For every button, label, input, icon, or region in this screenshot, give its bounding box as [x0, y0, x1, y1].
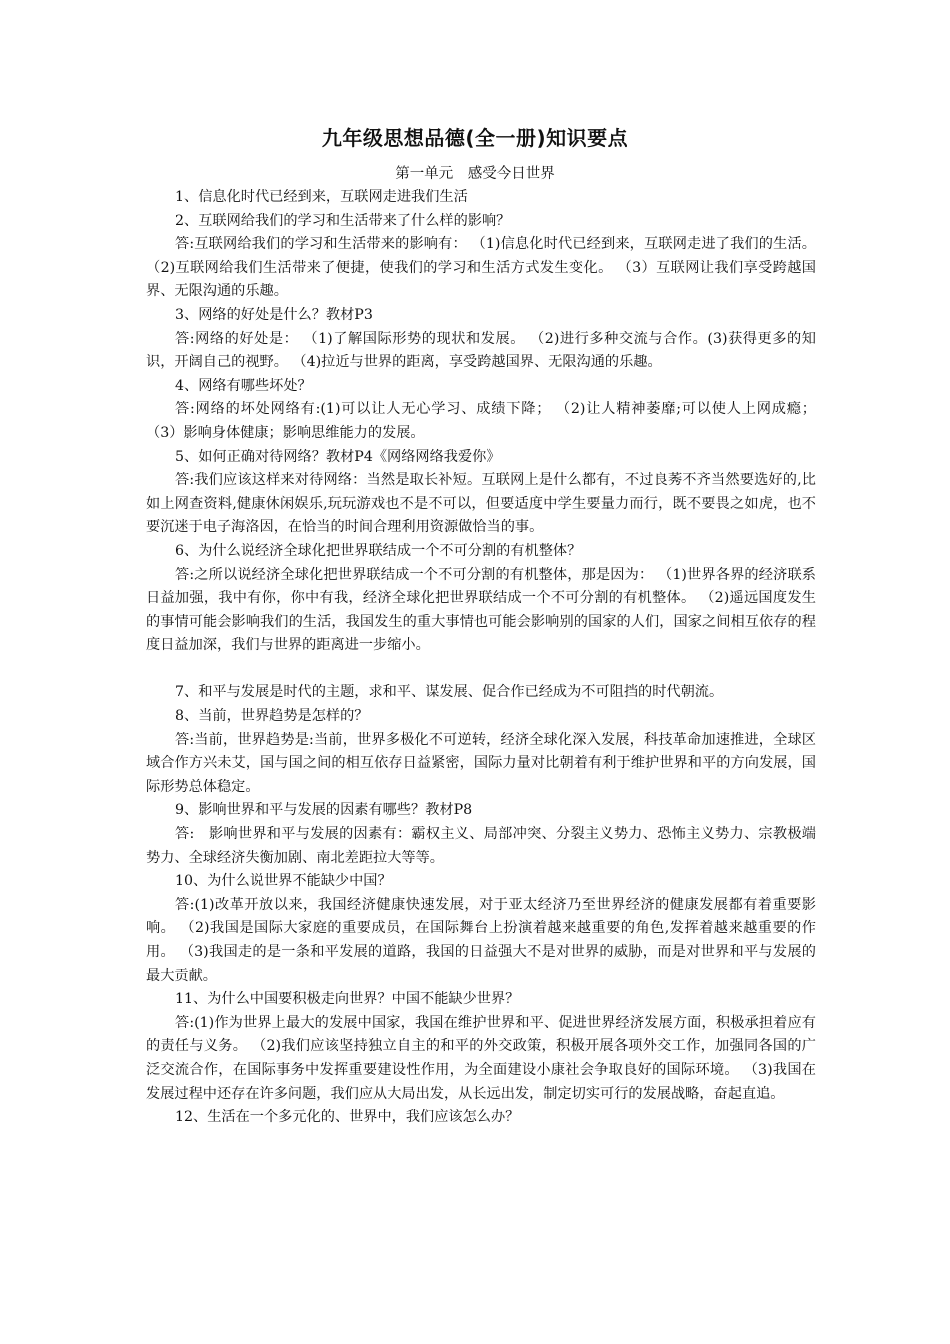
question-item: 4、网络有哪些坏处？ [175, 377, 312, 394]
question-item: 10、为什么说世界不能缺少中国？ [175, 873, 392, 890]
question-item: 9、影响世界和平与发展的因素有哪些？教材P8 [175, 802, 473, 819]
question-item: 3、网络的好处是什么？教材P3 [175, 306, 373, 323]
blank-line [146, 658, 816, 682]
answer-paragraph: 答: 影响世界和平与发展的因素有：霸权主义、局部冲突、分裂主义势力、恐怖主义势力、宗教极端势力、全球经济失衡加剧、南北差距拉大等等。 [146, 826, 816, 866]
document-title: 九年级思想品德(全一册)知识要点 [321, 126, 629, 150]
answer-paragraph: 答:(1)作为世界上最大的发展中国家，我国在维护世界和平、促进世界经济发展方面，积极承担着应有的责任与义务。 （2)我们应该坚持独立自主的和平的外交政策，积极开展各项外交工作，加强同各国的广泛交流合作，在国际事务中发挥重要建设性作用，为全面建设小康社会争取良好的国际环境。 （3)我国在发展过程中还存在许多问题，我们应从大局出发，从长远出发，制定切实可行的发展战略，奋起直追。 [146, 1014, 816, 1102]
question-item: 6、为什么说经济全球化把世界联结成一个不可分割的有机整体？ [175, 542, 582, 559]
document-body [146, 186, 816, 1130]
question-item: 1、信息化时代已经到来，互联网走进我们生活 [175, 189, 468, 205]
question-item: 12、生活在一个多元化的、世界中，我们应该怎么办？ [175, 1109, 520, 1126]
answer-paragraph: 答:之所以说经济全球化把世界联结成一个不可分割的有机整体，那是因为： （1)世界各界的经济联系日益加强，我中有你，你中有我，经济全球化把世界联结成一个不可分割的有机整体。 （2)遥远国度发生的事情可能会影响我们的生活，我国发生的重大事情也可能会影响别的国家的人们，国家之间相互依存的程度日益加深，我们与世界的距离进一步缩小。 [146, 566, 816, 654]
answer-paragraph: 答:我们应该这样来对待网络：当然是取长补短。互联网上是什么都有，不过良莠不齐当然要选好的,比如上网查资料,健康休闲娱乐,玩玩游戏也不是不可以，但要适度中学生要量力而行，既不要畏之如虎，也不要沉迷于电子海洛因，在恰当的时间合理利用资源做恰当的事。 [146, 472, 816, 536]
question-item: 8、当前，世界趋势是怎样的？ [175, 708, 369, 725]
question-item: 11、为什么中国要积极走向世界？中国不能缺少世界？ [175, 991, 520, 1008]
unit-heading: 第一单元 感受今日世界 [395, 166, 555, 182]
answer-paragraph: 答:当前，世界趋势是:当前，世界多极化不可逆转，经济全球化深入发展，科技革命加速推进，全球区域合作方兴未艾，国与国之间的相互依存日益紧密，国际力量对比朝着有利于维护世界和平的方向发展，国际形势总体稳定。 [146, 731, 816, 795]
question-item: 2、互联网给我们的学习和生活带来了什么样的影响？ [175, 212, 511, 229]
answer-paragraph: 答:网络的好处是： （1)了解国际形势的现状和发展。 （2)进行多种交流与合作。(3)获得更多的知识，开阔自己的视野。 （4)拉近与世界的距离，享受跨越国界、无限沟通的乐趣。 [146, 330, 816, 371]
answer-paragraph: 答:网络的坏处网络有:(1)可以让人无心学习、成绩下降； （2)让人精神萎靡;可以使人上网成瘾； （3）影响身体健康；影响思维能力的发展。 [146, 401, 816, 441]
question-item: 7、和平与发展是时代的主题，求和平、谋发展、促合作已经成为不可阻挡的时代朝流。 [175, 684, 724, 701]
answer-paragraph: 答:(1)改革开放以来，我国经济健康快速发展，对于亚太经济乃至世界经济的健康发展都有着重要影响。 （2)我国是国际大家庭的重要成员，在国际舞台上扮演着越来越重要的角色,发挥着越来越重要的作用。 （3)我国走的是一条和平发展的道路，我国的日益强大不是对世界的威胁，而是对世界和平与发展的最大贡献。 [146, 896, 816, 984]
answer-paragraph: 答:互联网给我们的学习和生活带来的影响有： （1)信息化时代已经到来，互联网走进了我们的生活。 （2)互联网给我们生活带来了便捷，使我们的学习和生活方式发生变化。 （3）互联网让我们享受跨越国界、无限沟通的乐趣。 [146, 236, 816, 300]
question-item: 5、如何正确对待网络？教材P4《网络网络我爱你》 [175, 448, 501, 465]
